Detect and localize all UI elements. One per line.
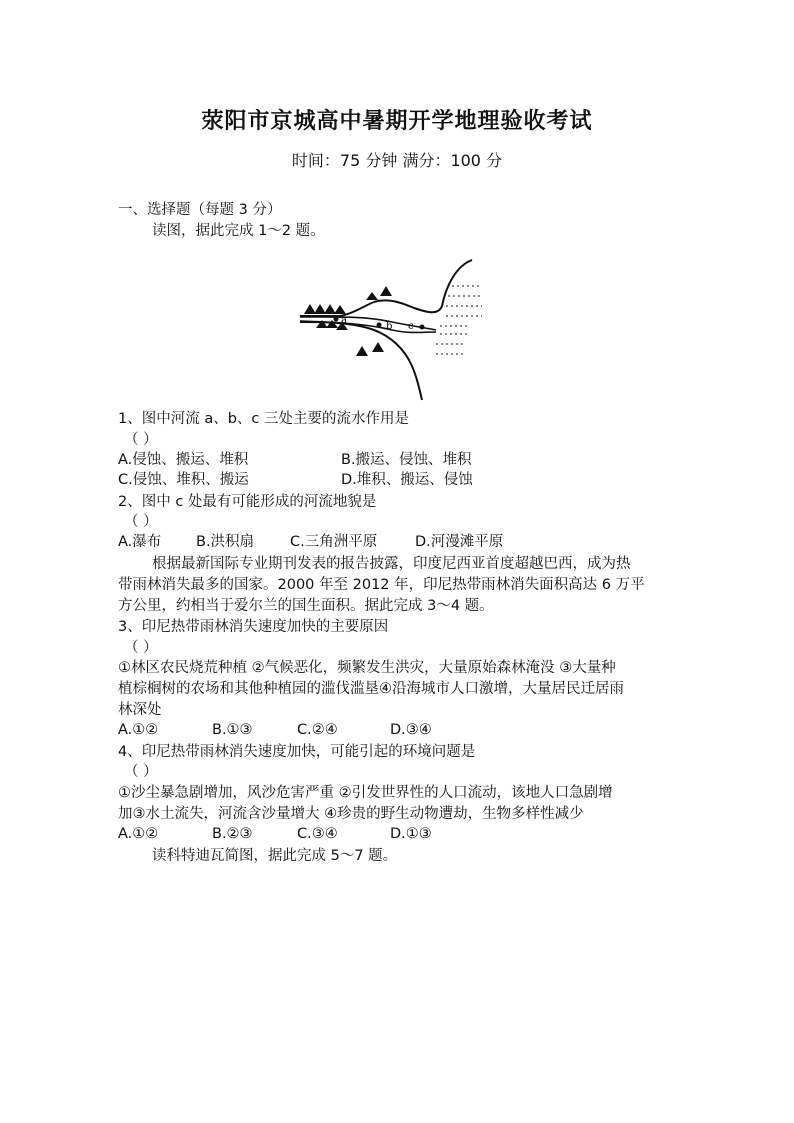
q3-stem: 3、印尼热带雨林消失速度加快的主要原因 xyxy=(118,619,389,635)
q4-option-b: B.②③ xyxy=(212,826,253,842)
sea-hatching xyxy=(436,286,482,354)
q3-statement: 林深处 xyxy=(118,702,162,718)
q2-answer-blank: （ ） xyxy=(124,514,158,530)
section-intro: 读图，据此完成 1～2 题。 xyxy=(152,223,325,239)
q3-answer-blank: （ ） xyxy=(124,640,158,656)
label-b: b xyxy=(386,321,393,332)
exam-title: 荥阳市京城高中暑期开学地理验收考试 xyxy=(201,108,593,134)
q2-option-c: C.三角洲平原 xyxy=(290,534,378,550)
q3-option-d: D.③④ xyxy=(390,722,432,738)
q1-answer-blank: （ ） xyxy=(124,432,158,448)
q4-answer-blank: （ ） xyxy=(124,764,158,780)
q4-statement: 加③水土流失，河流含沙量增大 ④珍贵的野生动物遭劫，生物多样性减少 xyxy=(118,806,584,822)
section-intro: 读科特迪瓦简图，据此完成 5～7 题。 xyxy=(152,848,398,864)
q3-option-a: A.①② xyxy=(118,722,159,738)
passage-line: 带雨林消失最多的国家。2000 年至 2012 年，印尼热带雨林消失面积高达 6 万平 xyxy=(118,577,645,593)
label-a: a xyxy=(341,315,347,326)
exam-subtitle: 时间：75 分钟 满分：100 分 xyxy=(291,151,503,170)
q1-stem: 1、图中河流 a、b、c 三处主要的流水作用是 xyxy=(118,411,410,427)
q4-stem: 4、印尼热带雨林消失速度加快，可能引起的环境问题是 xyxy=(118,744,476,760)
q4-option-d: D.①③ xyxy=(390,826,432,842)
q2-option-a: A.瀑布 xyxy=(118,534,162,550)
point-c xyxy=(420,325,425,330)
q4-statement: ①沙尘暴急剧增加，风沙危害严重 ②引发世界性的人口流动，该地人口急剧增 xyxy=(118,785,613,801)
passage-line: 根据最新国际专业期刊发表的报告披露，印度尼西亚首度超越巴西，成为热 xyxy=(152,556,631,572)
q3-option-b: B.①③ xyxy=(212,722,253,738)
q4-option-a: A.①② xyxy=(118,826,159,842)
q1-option-c: C.侵蚀、堆积、搬运 xyxy=(118,472,249,488)
point-a xyxy=(334,317,339,322)
point-b xyxy=(377,323,382,328)
q4-option-c: C.③④ xyxy=(297,826,338,842)
q2-option-d: D.河漫滩平原 xyxy=(415,534,504,550)
q2-stem: 2、图中 c 处最有可能形成的河流地貌是 xyxy=(118,494,377,510)
q1-option-b: B.搬运、侵蚀、堆积 xyxy=(341,452,472,468)
section-heading: 一、选择题（每题 3 分） xyxy=(118,202,282,218)
q3-statement: ①林区农民烧荒种植 ②气候恶化，频繁发生洪灾，大量原始森林淹没 ③大量种 xyxy=(118,660,616,676)
q3-statement: 植棕榈树的农场和其他种植园的滥伐滥垦④沿海城市人口激增，大量居民迁居雨 xyxy=(118,681,624,697)
q1-option-a: A.侵蚀、搬运、堆积 xyxy=(118,452,249,468)
label-c: c xyxy=(408,321,414,332)
q1-option-d: D.堆积、搬运、侵蚀 xyxy=(341,472,473,488)
river-map-diagram xyxy=(296,256,520,404)
q2-option-b: B.洪积扇 xyxy=(196,534,255,550)
passage-line: 方公里，约相当于爱尔兰的国生面积。据此完成 3～4 题。 xyxy=(118,598,494,614)
q3-option-c: C.②④ xyxy=(297,722,338,738)
